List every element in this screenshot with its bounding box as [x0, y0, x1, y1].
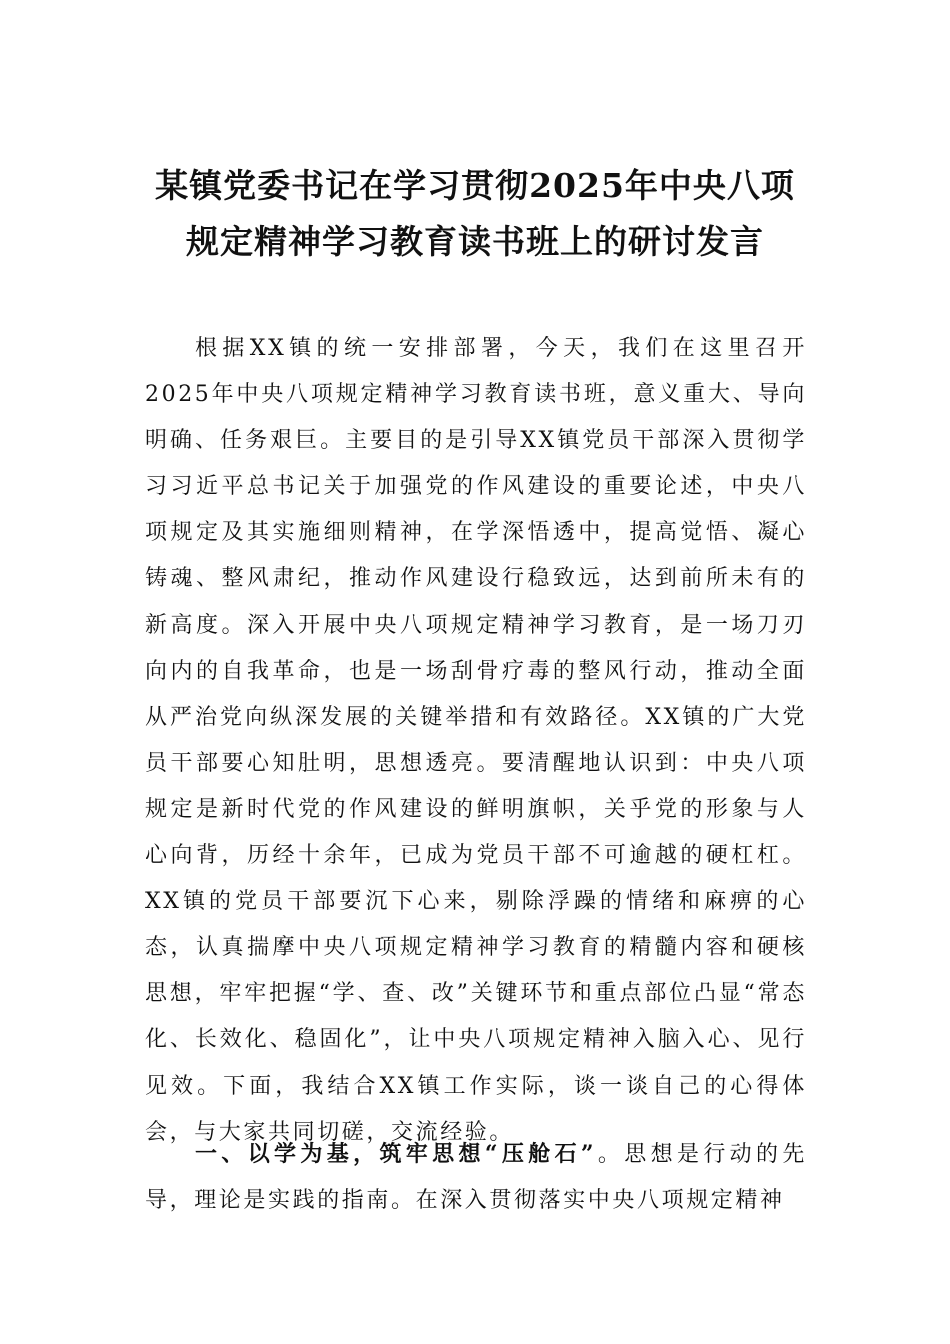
document-title: [130, 158, 820, 270]
body-paragraph-1: 根据XX镇的统一安排部署，今天，我们在这里召开2025年中央八项规定精神学习教育读书班，意义重大、导向明确、任务艰巨。主要目的是引导XX镇党员干部深入贯彻学习习近平总书记关于加强党的作风建设的重要论述，中央八项规定及其实施细则精神，在学深悟透中，提高觉悟、凝心铸魂、整风肃纪，推动作风建设行稳致远，达到前所未有的新高度。深入开展中央八项规定精神学习教育，是一场刀刃向内的自我革命，也是一场刮骨疗毒的整风行动，推动全面从严治党向纵深发展的关键举措和有效路径。XX镇的广大党员干部要心知肚明，思想透亮。要清醒地认识到：中央八项规定是新时代党的作风建设的鲜明旗帜，关乎党的形象与人心向背，历经十余年，已成为党员干部不可逾越的硬杠杠。XX镇的党员干部要沉下心来，剔除浮躁的情绪和麻痹的心态，认真揣摩中央八项规定精神学习教育的精髓内容和硬核思想，牢牢把握“学、查、改”关键环节和重点部位凸显“常态化、长效化、稳固化”，让中央八项规定精神入脑入心、见行见效。下面，我结合XX镇工作实际，谈一谈自己的心得体会，与大家共同切磋，交流经验。: [145, 336, 807, 1145]
section-heading-1: 一、以学为基，筑牢思想“压舱石”: [195, 1141, 597, 1167]
title-line-1: 某镇党委书记在学习贯彻2025年中央八项: [155, 166, 795, 205]
title-line-2: 规定精神学习教育读书班上的研讨发言: [186, 222, 764, 261]
section-1-text: 。思想是行动的先导，理论是实践的指南。在深入贯彻落实中央八项规定精神: [145, 1142, 807, 1214]
body-paragraph-2: [145, 1131, 807, 1224]
